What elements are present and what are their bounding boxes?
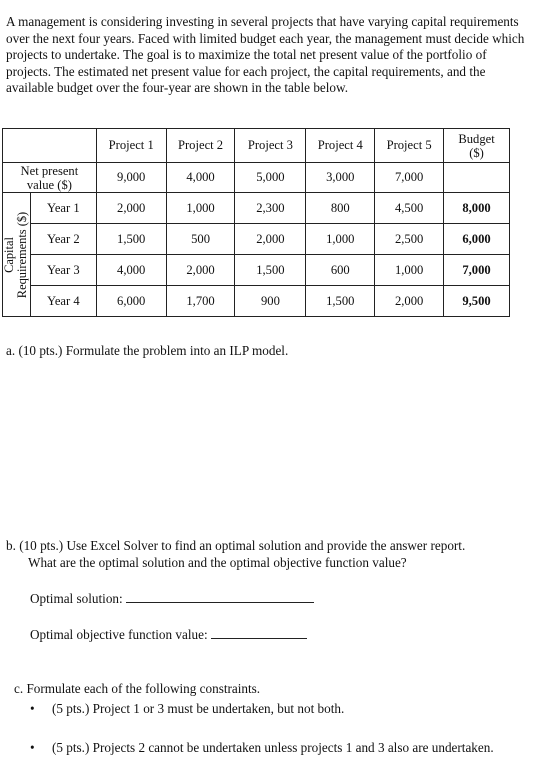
optimal-objective-blank[interactable] <box>211 626 307 639</box>
year-label: Year 2 <box>30 224 96 255</box>
cell-value: 1,500 <box>235 255 306 286</box>
header-project-2: Project 2 <box>166 129 235 163</box>
year-label: Year 3 <box>30 255 96 286</box>
cell-value: 1,000 <box>166 193 235 224</box>
project-data-table <box>2 128 510 317</box>
npv-project-1: 9,000 <box>96 163 166 193</box>
year-label: Year 1 <box>30 193 96 224</box>
cell-value: 800 <box>306 193 375 224</box>
cell-value: 900 <box>235 286 306 317</box>
npv-label-line1: Net present <box>20 163 79 178</box>
constraint-bullet-1 <box>30 701 344 717</box>
budget-header-line1: Budget <box>458 131 495 146</box>
budget-value: 7,000 <box>444 255 510 286</box>
npv-label <box>3 163 97 193</box>
npv-project-3: 5,000 <box>235 163 306 193</box>
optimal-solution-row <box>30 590 314 607</box>
npv-row <box>3 163 510 193</box>
header-project-1: Project 1 <box>96 129 166 163</box>
bullet-icon: • <box>30 740 35 755</box>
year-row <box>3 286 510 317</box>
npv-project-2: 4,000 <box>166 163 235 193</box>
optimal-solution-blank[interactable] <box>126 590 314 603</box>
bullet-icon: • <box>30 701 35 716</box>
bullet-text: (5 pts.) Projects 2 cannot be undertaken unless projects 1 and 3 also are undertaken. <box>52 740 494 755</box>
question-b-line1: b. (10 pts.) Use Excel Solver to find an optimal solution and provide the answer report. <box>6 538 466 553</box>
constraint-bullet-2 <box>30 740 494 756</box>
npv-project-4: 3,000 <box>306 163 375 193</box>
cell-value: 600 <box>306 255 375 286</box>
bullet-text: (5 pts.) Project 1 or 3 must be undertaken, but not both. <box>52 701 345 716</box>
cell-value: 6,000 <box>96 286 166 317</box>
optimal-objective-row <box>30 626 307 643</box>
npv-budget-empty <box>444 163 510 193</box>
budget-value: 6,000 <box>444 224 510 255</box>
budget-value: 9,500 <box>444 286 510 317</box>
cell-value: 1,000 <box>375 255 444 286</box>
question-c: c. Formulate each of the following constraints. <box>14 681 261 696</box>
optimal-solution-label: Optimal solution: <box>30 591 123 606</box>
header-project-4: Project 4 <box>306 129 375 163</box>
question-b-line2: What are the optimal solution and the optimal objective function value? <box>28 554 407 570</box>
table-header-row <box>3 129 510 163</box>
cell-value: 2,000 <box>96 193 166 224</box>
budget-header-line2: ($) <box>469 145 484 160</box>
capital-requirements-label <box>3 193 31 317</box>
year-row <box>3 193 510 224</box>
corner-cell <box>3 129 97 163</box>
question-b <box>6 538 526 571</box>
cell-value: 500 <box>166 224 235 255</box>
cell-value: 2,000 <box>235 224 306 255</box>
cell-value: 4,000 <box>96 255 166 286</box>
optimal-objective-label: Optimal objective function value: <box>30 627 208 642</box>
cell-value: 1,000 <box>306 224 375 255</box>
header-project-5: Project 5 <box>375 129 444 163</box>
year-row <box>3 255 510 286</box>
npv-project-5: 7,000 <box>375 163 444 193</box>
cell-value: 1,500 <box>96 224 166 255</box>
year-row <box>3 224 510 255</box>
cell-value: 1,700 <box>166 286 235 317</box>
cell-value: 2,000 <box>166 255 235 286</box>
npv-label-line2: value ($) <box>26 177 72 192</box>
cell-value: 1,500 <box>306 286 375 317</box>
cell-value: 4,500 <box>375 193 444 224</box>
cell-value: 2,300 <box>235 193 306 224</box>
header-project-3: Project 3 <box>235 129 306 163</box>
cell-value: 2,500 <box>375 224 444 255</box>
problem-statement: A management is considering investing in several projects that have varying capital requirements over the next four years. Faced with limited budget each year, the management must decide which projects to undertake. The goal is to maximize the total net present value of the portfolio of projects. The estimated net present value for each project, the capital requirements, and the available budget over the four-year are shown in the table below. <box>6 14 525 96</box>
cell-value: 2,000 <box>375 286 444 317</box>
side-label-line2: Requirements ($) <box>15 211 30 298</box>
year-label: Year 4 <box>30 286 96 317</box>
budget-value: 8,000 <box>444 193 510 224</box>
question-a: a. (10 pts.) Formulate the problem into an ILP model. <box>6 343 289 358</box>
header-budget <box>444 129 510 163</box>
side-label-line1: Capital <box>2 236 17 273</box>
